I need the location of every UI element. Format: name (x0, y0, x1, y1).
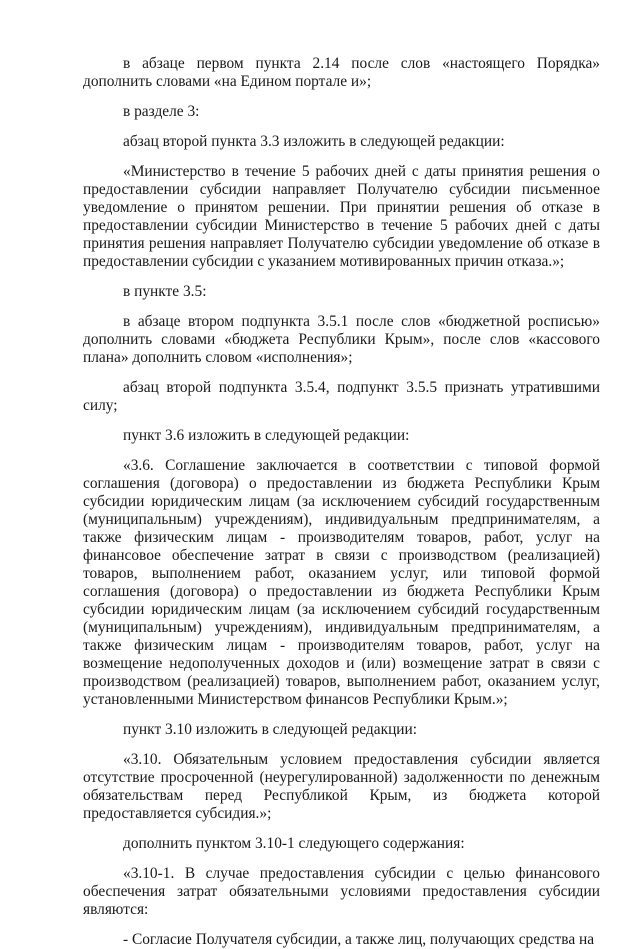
paragraph: «3.6. Соглашение заключается в соответствии с типовой формой соглашения (договора) о предоставлении из бюджета Республики Крым субсидии юридическим лицам (за исключением субсидий государственным (муниципальным) учреждениям), индивидуальным предпринимателям, а также физическим лицам - производителям товаров, работ, услуг на финансовое обеспечение затрат в связи с производством (реализацией) товаров, выполнением работ, оказанием услуг, или типовой формой соглашения (договора) о предоставлении из бюджета Республики Крым субсидии юридическим лицам (за исключением субсидий государственным (муниципальным) учреждениям), индивидуальным предпринимателям, а также физическим лицам - производителям товаров, работ, услуг на возмещение недополученных доходов и (или) возмещение затрат в связи с производством (реализацией) товаров, выполнением работ, оказанием услуг, установленными Министерством финансов Республики Крым.»; (83, 457, 600, 708)
paragraph: абзац второй пункта 3.3 изложить в следующей редакции: (123, 133, 505, 150)
paragraph: в пункте 3.5: (123, 283, 207, 300)
paragraph: абзац второй подпункта 3.5.4, подпункт 3.5.5 признать утратившими силу; (83, 379, 600, 414)
paragraph: пункт 3.10 изложить в следующей редакции: (123, 721, 418, 738)
paragraph: в абзаце первом пункта 2.14 после слов «настоящего Порядка» дополнить словами «на Едином портале и»; (83, 55, 600, 90)
paragraph: - Согласие Получателя субсидии, а также лиц, получающих средства на (123, 931, 595, 948)
paragraph: пункт 3.6 изложить в следующей редакции: (123, 427, 410, 444)
paragraph: «Министерство в течение 5 рабочих дней с даты принятия решения о предоставлении субсидии направляет Получателю субсидии письменное уведомление о принятом решении. При принятии решения об отказе в предоставлении субсидии Министерство в течение 5 рабочих дней с даты принятия решения направляет Получателю субсидии уведомление об отказе в предоставлении субсидии с указанием мотивированных причин отказа.»; (83, 163, 600, 270)
paragraph: в разделе 3: (123, 103, 200, 120)
paragraph: «3.10-1. В случае предоставления субсидии с целью финансового обеспечения затрат обязательными условиями предоставления субсидии являются: (83, 865, 600, 918)
paragraph: дополнить пунктом 3.10-1 следующего содержания: (123, 835, 465, 852)
paragraph: в абзаце втором подпункта 3.5.1 после слов «бюджетной росписью» дополнить словами «бюджета Республики Крым», после слов «кассового плана» дополнить словом «исполнения»; (83, 313, 600, 366)
paragraph: «3.10. Обязательным условием предоставления субсидии является отсутствие просроченной (неурегулированной) задолженности по денежным обязательствам перед Республикой Крым, из бюджета которой предоставляется субсидия.»; (83, 751, 600, 822)
